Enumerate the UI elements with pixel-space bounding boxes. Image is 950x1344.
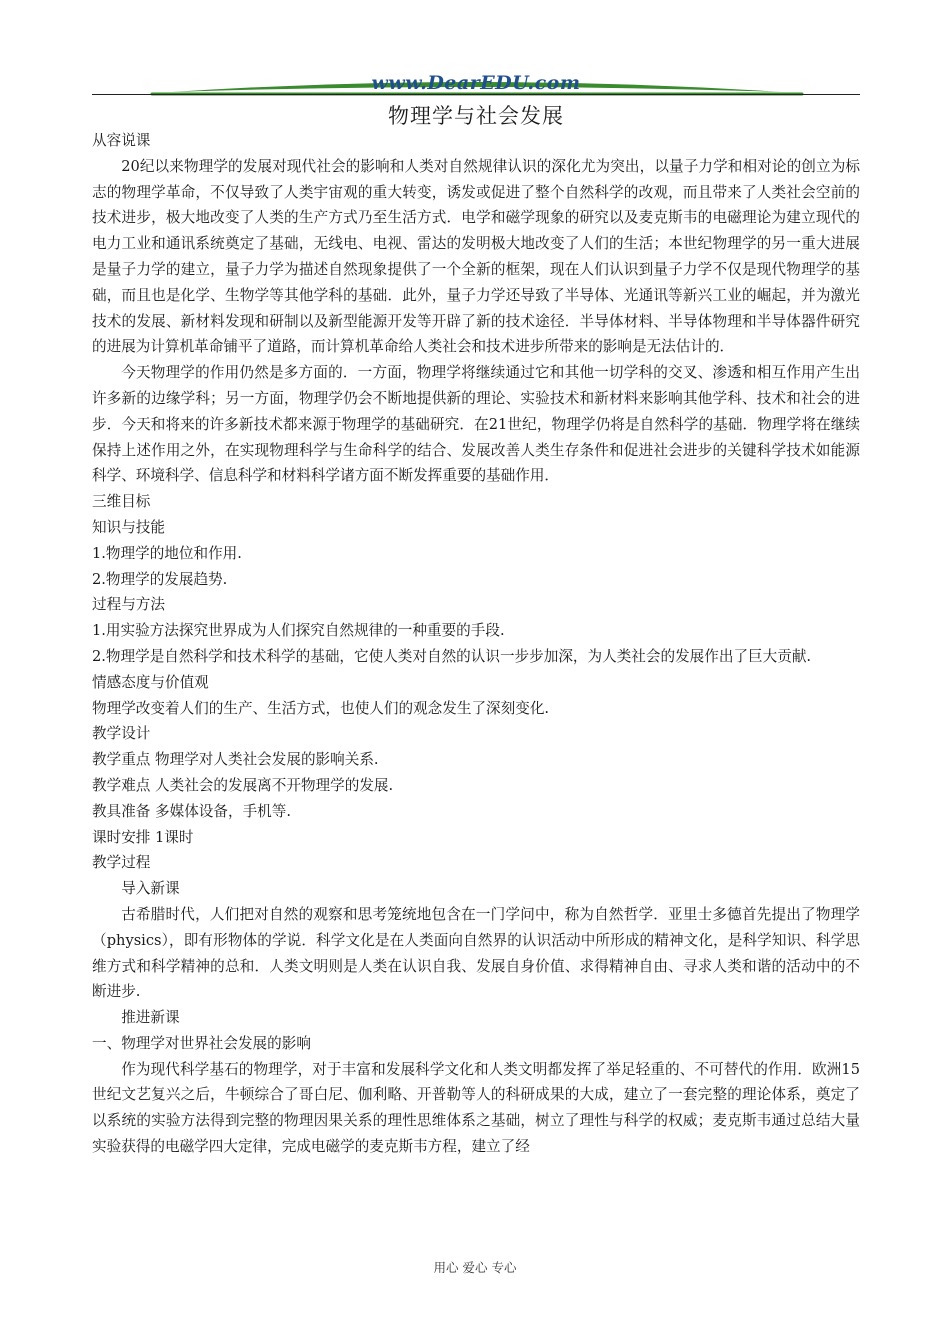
paragraph: 三维目标 <box>92 493 151 511</box>
paragraph: 情感态度与价值观 <box>92 673 209 691</box>
paragraph: 作为现代科学基石的物理学，对于丰富和发展科学文化和人类文明都发挥了举足轻重的、不可替代的作用．欧洲15世纪文艺复兴之后，牛顿综合了哥白尼、伽利略、开普勒等人的科研成果的大成，建立了一套完整的理论体系，奠定了以系统的实验方法得到完整的物理因果关系的理性思维体系之基础，树立了理性与科学的权威；麦克斯韦通过总结大量实验获得的电磁学四大定律，完成电磁学的麦克斯韦方程，建立了经 <box>92 1060 860 1156</box>
document-title: 物理学与社会发展 <box>388 104 564 128</box>
paragraph: 1.用实验方法探究世界成为人们探究自然规律的一种重要的手段. <box>92 622 505 640</box>
paragraph: 课时安排 1课时 <box>92 828 194 846</box>
paragraph: 教学过程 <box>92 854 151 872</box>
paragraph: 2.物理学是自然科学和技术科学的基础，它使人类对自然的认识一步步加深，为人类社会的发展作出了巨大贡献. <box>92 647 812 665</box>
paragraph: 物理学改变着人们的生产、生活方式，也使人们的观念发生了深刻变化. <box>92 699 550 717</box>
paragraph: 一、物理学对世界社会发展的影响 <box>92 1034 311 1052</box>
site-url[interactable]: www.DearEDU.com <box>371 72 581 94</box>
page-footer: 用心 爱心 专心 <box>433 1260 517 1275</box>
paragraph: 2.物理学的发展趋势. <box>92 570 228 588</box>
paragraph: 导入新课 <box>121 880 180 898</box>
header-rule <box>92 94 860 95</box>
paragraph: 教学重点 物理学对人类社会发展的影响关系. <box>92 751 379 769</box>
paragraph: 推进新课 <box>121 1009 180 1027</box>
paragraph: 1.物理学的地位和作用. <box>92 544 242 562</box>
paragraph: 从容说课 <box>92 132 151 149</box>
document-body <box>92 128 860 1160</box>
paragraph: 教具准备 多媒体设备，手机等. <box>92 802 291 820</box>
paragraph: 教学设计 <box>92 725 151 743</box>
paragraph: 今天物理学的作用仍然是多方面的．一方面，物理学将继续通过它和其他一切学科的交叉、渗透和相互作用产生出许多新的边缘学科；另一方面，物理学仍会不断地提供新的理论、实验技术和新材料来影响其他学科、技术和社会的进步．今天和将来的许多新技术都来源于物理学的基础研究．在21世纪，物理学仍将是自然科学的基础．物理学将在继续保持上述作用之外，在实现物理科学与生命科学的结合、发展改善人类生存条件和促进社会进步的关键科学技术如能源科学、环境科学、信息科学和材料科学诸方面不断发挥重要的基础作用． <box>92 364 860 485</box>
paragraph: 20纪以来物理学的发展对现代社会的影响和人类对自然规律认识的深化尤为突出，以量子力学和相对论的创立为标志的物理学革命，不仅导致了人类宇宙观的重大转变，诱发或促进了整个自然科学的改观，而且带来了人类社会空前的技术进步，极大地改变了人类的生产方式乃至生活方式．电学和磁学现象的研究以及麦克斯韦的电磁理论为建立现代的电力工业和通讯系统奠定了基础，无线电、电视、雷达的发明极大地改变了人们的生活；本世纪物理学的另一重大进展是量子力学的建立，量子力学为描述自然现象提供了一个全新的框架，现在人们认识到量子力学不仅是现代物理学的基础，而且也是化学、生物学等其他学科的基础．此外，量子力学还导致了半导体、光通讯等新兴工业的崛起，并为激光技术的发展、新材料发现和研制以及新型能源开发等开辟了新的技术途径．半导体材料、半导体物理和半导体器件研究的进展为计算机革命铺平了道路，而计算机革命给人类社会和技术进步所带来的影响是无法估计的． <box>92 157 860 356</box>
paragraph: 教学难点 人类社会的发展离不开物理学的发展. <box>92 776 394 794</box>
paragraph: 古希腊时代，人们把对自然的观察和思考笼统地包含在一门学问中，称为自然哲学．亚里士多德首先提出了物理学（physics），即有形物体的学说．科学文化是在人类面向自然界的认识活动中所形成的精神文化，是科学知识、科学思维方式和科学精神的总和．人类文明则是人类在认识自我、发展自身价值、求得精神自由、寻求人类和谐的活动中的不断进步. <box>92 905 860 1001</box>
paragraph: 过程与方法 <box>92 596 165 614</box>
paragraph: 知识与技能 <box>92 518 165 536</box>
